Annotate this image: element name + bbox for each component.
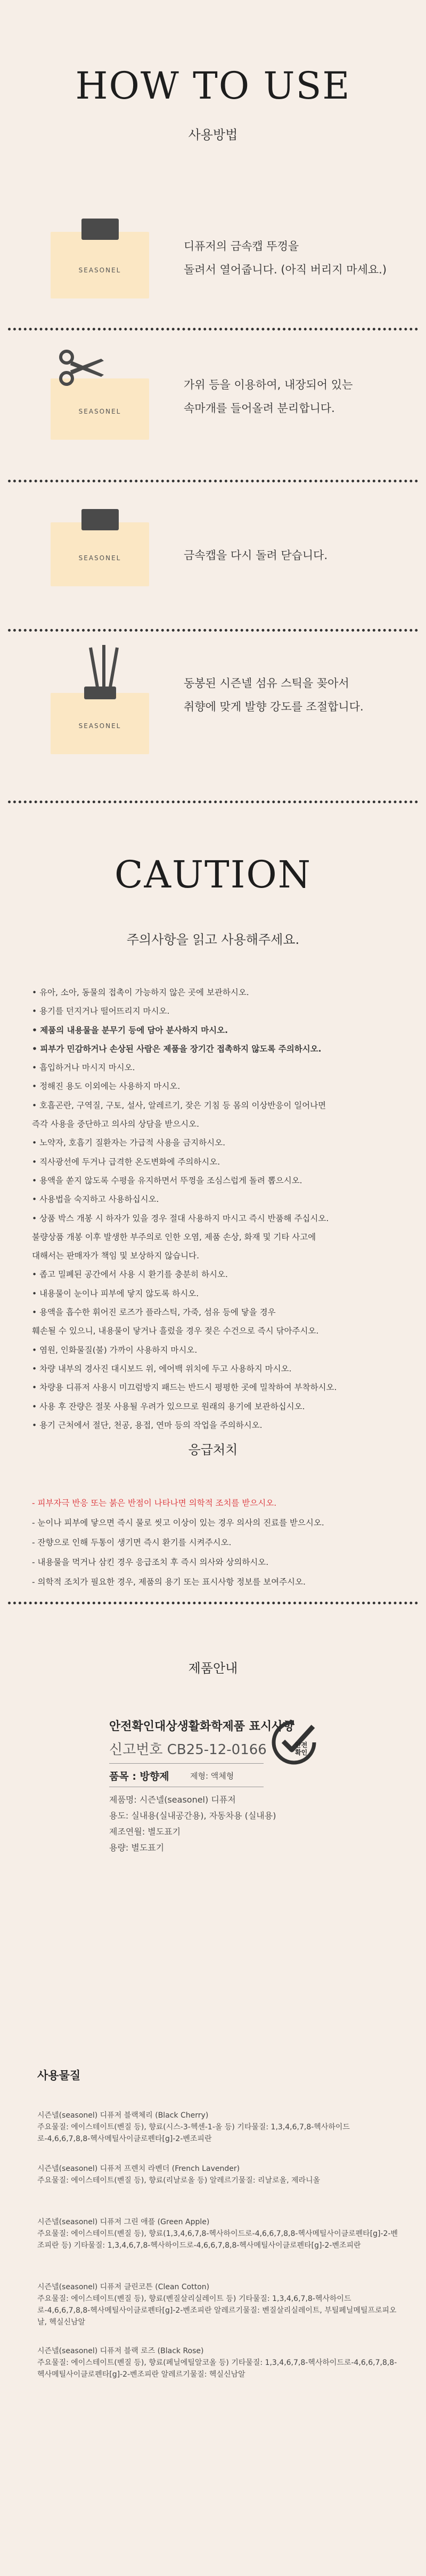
caution-item: • 호흡곤란, 구역질, 구토, 설사, 알레르기, 잦은 기침 등 몸의 이상반응이 일어나면 [32,1100,326,1110]
scissors-icon [59,349,106,386]
caution-item: • 차량용 디퓨저 사용시 미끄럼방지 패드는 반드시 평평한 곳에 밀착하여 부착하시오. [32,1383,337,1393]
step-1-line-2: 돌려서 열어줍니다. (아직 버리지 마세요.) [184,263,387,276]
caution-item: • 용기를 던지거나 떨어뜨리지 마시오. [32,1006,170,1016]
brand-label: SEASONEL [78,722,121,730]
usage-material-detail: 주요물질: 에이스테이트(벤질 등), 향료(시스-3-헥센-1-올 등) 기타물질: 1,3,4,6,7,8-헥사하이드로-4,6,6,7,8,8-헥사메틸사이클로펜타[g]-2-벤조피란 [37,2123,350,2143]
step-4-line-2: 취향에 맞게 발향 강도를 조절합니다. [184,700,364,713]
caution-item: • 정해진 용도 이외에는 사용하지 마시오. [32,1081,181,1092]
dotted-divider [8,480,418,482]
usage-material-name: 시즌넬(seasonel) 디퓨저 클린코튼 (Clean Cotton) [37,2283,210,2291]
caution-item: • 용액을 쏟지 않도록 수평을 유지하면서 뚜껑을 조심스럽게 돌려 뽑으시오. [32,1175,302,1185]
dotted-divider [8,328,418,330]
caution-item: • 노약자, 호흡기 질환자는 가급적 사용을 금지하시오. [32,1138,225,1148]
step-4-text [184,672,407,718]
caution-item: 즉각 사용을 중단하고 의사의 상담을 받으시오. [32,1119,200,1129]
seal-text-2: 확인 [295,1749,308,1756]
label-title: 안전확인대상생활화학제품 표시사항 [109,1720,294,1733]
caution-list [32,983,405,1435]
caution-item: • 직사광선에 두거나 급격한 온도변화에 주의하시오. [32,1157,220,1167]
emergency-item: - 눈이나 피부에 닿으면 즉시 물로 씻고 이상이 있는 경우 의사의 진료를 받으시오. [32,1518,324,1528]
label-row-manufactured: 제조연월: 별도표기 [109,1827,181,1837]
safety-check-seal-icon [272,1720,317,1765]
caution-item: • 좁고 밀폐된 공간에서 사용 시 환기를 충분히 하시오. [32,1270,228,1280]
emergency-title: 응급처치 [188,1442,238,1457]
dotted-divider [8,1602,418,1604]
safety-label-card [109,1717,320,1893]
caution-subtitle: 주의사항을 읽고 사용해주세요. [126,932,300,947]
diffuser-box-illustration [51,693,149,754]
step-2 [0,341,426,437]
caution-item: • 내용물이 눈이나 피부에 닿지 않도록 하시오. [32,1288,199,1298]
product-type: 품목 : 방향제 [109,1771,169,1782]
usage-material-item [37,2345,399,2380]
label-row-volume: 용량: 별도표기 [109,1843,165,1853]
step-2-line-2: 속마개를 들어올려 분리합니다. [184,402,335,415]
cap-icon [81,509,119,530]
brand-label: SEASONEL [78,267,121,274]
caution-title: CAUTION [114,853,312,897]
caution-item: • 제품의 내용물을 분무기 등에 담아 분사하지 마시오. [32,1025,228,1035]
how-to-use-title: HOW TO USE [75,64,351,108]
usage-material-name: 시즌넬(seasonel) 디퓨저 블랙체리 (Black Cherry) [37,2111,209,2120]
cap-icon [84,687,116,699]
caution-item: • 유아, 소아, 동물의 접촉이 가능하지 않은 곳에 보관하시오. [32,988,249,997]
caution-item: • 사용법을 숙지하고 사용하십시오. [32,1194,159,1205]
step-3-text [184,544,407,567]
how-to-use-subtitle: 사용방법 [188,127,238,142]
usage-material-item [37,2216,399,2251]
usage-material-item [37,2281,399,2328]
step-1-line-1: 디퓨저의 금속캡 뚜껑을 [184,240,299,253]
brand-label: SEASONEL [78,408,121,415]
caution-item: 불량상품 개봉 이후 발생한 부주의로 인한 오염, 제품 손상, 화재 및 기타 사고에 [32,1232,316,1242]
caution-item: 대해서는 판매자가 책임 및 보상하지 않습니다. [32,1251,200,1261]
usage-material-name: 시즌넬(seasonel) 디퓨저 프렌치 라벤더 (French Lavender) [37,2165,240,2173]
report-number: 신고번호 CB25-12-0166 [109,1742,267,1758]
brand-label: SEASONEL [78,554,121,562]
step-1 [0,216,426,312]
caution-item: 훼손될 수 있으니, 내용물이 닿거나 흘렀을 경우 젖은 수건으로 즉시 닦아주시오. [32,1326,319,1336]
step-1-text [184,235,407,281]
step-3 [0,493,426,589]
emergency-item: - 의학적 조치가 필요한 경우, 제품의 용기 또는 표시사항 정보를 보여주시오. [32,1577,306,1587]
diffuser-box-illustration [51,522,149,586]
product-info-title: 제품안내 [188,1661,238,1676]
caution-item: • 용기 근처에서 절단, 천공, 용접, 연마 등의 작업을 주의하시오. [32,1420,263,1430]
dotted-divider [8,629,418,632]
caution-item: • 흡입하거나 마시지 마시오. [32,1063,135,1073]
usage-material-item [37,2110,399,2145]
diffuser-box-illustration [51,378,149,440]
seal-text-1: 안전 [295,1741,308,1749]
caution-item: • 염원, 인화물질(불) 가까이 사용하지 마시오. [32,1345,198,1355]
step-4-line-1: 동봉된 시즌넬 섬유 스틱을 꽂아서 [184,677,349,690]
diffuser-box-illustration [51,232,149,298]
step-2-text [184,373,407,420]
emergency-item: - 잔향으로 인해 두통이 생기면 즉시 환기를 시켜주시오. [32,1538,232,1547]
caution-item: • 피부가 민감하거나 손상된 사람은 제품을 장기간 접촉하지 않도록 주의하시오. [32,1044,322,1054]
step-2-line-1: 가위 등을 이용하여, 내장되어 있는 [184,378,353,391]
caution-item: • 용액을 흡수한 휘어진 로즈가 플라스틱, 가죽, 섬유 등에 닿을 경우 [32,1307,276,1318]
caution-item: • 상품 박스 개봉 시 하자가 있을 경우 절대 사용하지 마시고 즉시 반품해 주십시오. [32,1213,329,1223]
usage-material-name: 시즌넬(seasonel) 디퓨저 그린 애플 (Green Apple) [37,2218,210,2226]
label-row-name: 제품명: 시즌넬(seasonel) 디퓨저 [109,1795,236,1805]
usage-material-name: 시즌넬(seasonel) 디퓨저 블랙 로즈 (Black Rose) [37,2347,204,2355]
label-divider [109,1763,264,1764]
product-form: 제형: 액체형 [190,1771,234,1781]
usage-material-detail: 주요물질: 에이스테이트(벤질 등), 향료(페닐에틸알코올 등) 기타물질: 1,3,4,6,7,8-헥사하이드로-4,6,6,7,8,8-헥사메틸사이클로펜타[g]-2-벤조피란 알레르기물질: 헥실신남알 [37,2359,397,2379]
caution-item: • 사용 후 잔량은 절못 사용될 우려가 있으므로 원래의 용기에 보관하십시오. [32,1401,305,1411]
usage-materials-title: 사용물질 [37,2069,81,2082]
emergency-list [32,1493,405,1592]
emergency-item: - 내용물을 먹거나 삼킨 경우 응급조치 후 즉시 의사와 상의하시오. [32,1557,269,1567]
cap-icon [81,219,119,240]
dotted-divider [8,801,418,803]
caution-item: • 차량 내부의 경사진 대시보드 위, 에어백 위치에 두고 사용하지 마시오. [32,1363,292,1374]
step-3-line-1: 금속캡을 다시 돌려 닫습니다. [184,549,328,562]
emergency-item: - 피부자극 반응 또는 붉은 반점이 나타나면 의학적 조치를 받으시오. [32,1498,277,1508]
usage-material-item [37,2163,399,2186]
step-4 [0,640,426,736]
usage-material-detail: 주요물질: 에이스테이트(벤질 등), 향료(1,3,4,6,7,8-헥사하이드로-4,6,6,7,8,8-헥사메틸사이클로펜타[g]-2-벤조피란 등) 기타물질: 1,3,4,6,7,8-헥사하이드로-4,6,6,7,8,8-헥사메틸사이클로펜타[g]-2-벤조피란 [37,2230,398,2250]
usage-material-detail: 주요물질: 에이스테이트(벤질 등), 향료(벤질살리실레이트 등) 기타물질: 1,3,4,6,7,8-헥사하이드로-4,6,6,7,8,8-헥사메틸사이클로펜타[g]-2-벤조피란 알레르기물질: 벤질살리실레이트, 부틸페닐메틸프로피오날, 헥실신남알 [37,2295,397,2327]
label-row-usage: 용도: 실내용(실내공간용), 자동차용 (실내용) [109,1811,276,1821]
usage-material-detail: 주요물질: 에이스테이트(벤질 등), 향료(리날로올 등) 알레르기물질: 리날로올, 제라니올 [37,2176,321,2185]
